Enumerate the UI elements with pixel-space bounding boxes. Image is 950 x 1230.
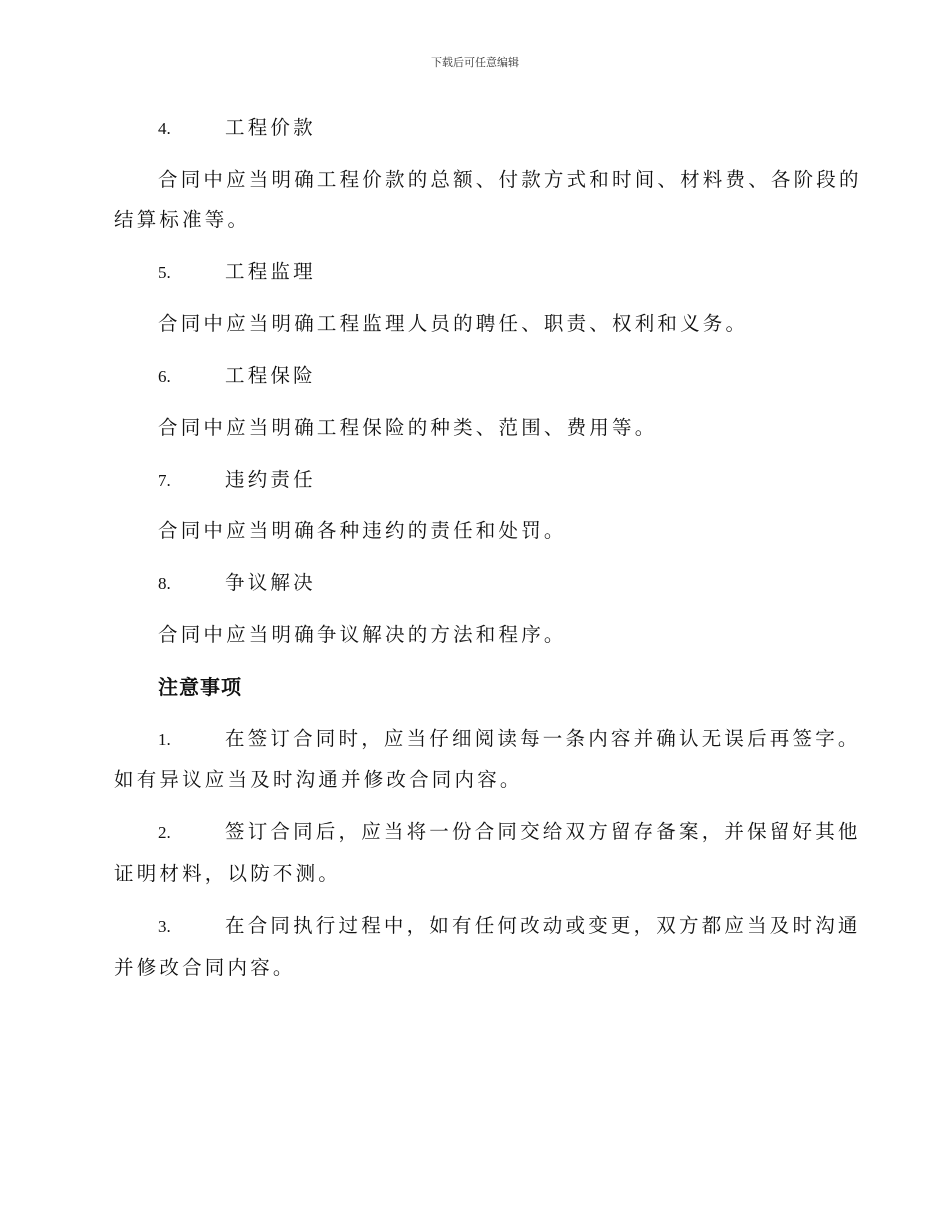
section-heading-text: 工程监理	[225, 260, 316, 283]
section-body-4-line1: 合同中应当明确工程价款的总额、付款方式和时间、材料费、各阶段的	[158, 168, 862, 191]
section-body-4-line2: 结算标准等。	[114, 208, 251, 231]
note-3-line1	[158, 916, 861, 936]
note-number: 3.	[158, 917, 171, 936]
section-heading-4	[158, 118, 316, 138]
note-text: 签订合同后，应当将一份合同交给双方留存备案，并保留好其他	[225, 820, 861, 843]
section-heading-text: 工程价款	[225, 116, 316, 139]
note-2-line2: 证明材料，以防不测。	[114, 862, 342, 885]
section-heading-text: 争议解决	[225, 571, 316, 594]
note-3-line2: 并修改合同内容。	[114, 956, 296, 979]
section-heading-5	[158, 262, 316, 282]
note-1-line1	[158, 729, 861, 749]
section-heading-8	[158, 573, 316, 593]
section-number: 4.	[158, 119, 171, 138]
page-header: 下载后可任意编辑	[431, 56, 519, 69]
section-body-6: 合同中应当明确工程保险的种类、范围、费用等。	[158, 416, 658, 439]
section-body-5: 合同中应当明确工程监理人员的聘任、职责、权利和义务。	[158, 312, 749, 335]
section-heading-text: 违约责任	[225, 468, 316, 491]
section-heading-text: 工程保险	[225, 364, 316, 387]
note-number: 2.	[158, 823, 171, 842]
section-heading-6	[158, 366, 316, 386]
section-body-7: 合同中应当明确各种违约的责任和处罚。	[158, 519, 567, 542]
section-number: 6.	[158, 367, 171, 386]
note-text: 在合同执行过程中，如有任何改动或变更，双方都应当及时沟通	[225, 914, 861, 937]
section-number: 8.	[158, 574, 171, 593]
section-number: 5.	[158, 263, 171, 282]
note-1-line2: 如有异议应当及时沟通并修改合同内容。	[114, 768, 523, 791]
section-number: 7.	[158, 471, 171, 490]
section-heading-7	[158, 470, 316, 490]
note-text: 在签订合同时，应当仔细阅读每一条内容并确认无误后再签字。	[225, 727, 861, 750]
section-body-8: 合同中应当明确争议解决的方法和程序。	[158, 623, 567, 646]
note-number: 1.	[158, 730, 171, 749]
notes-title: 注意事项	[158, 675, 242, 699]
note-2-line1	[158, 822, 861, 842]
